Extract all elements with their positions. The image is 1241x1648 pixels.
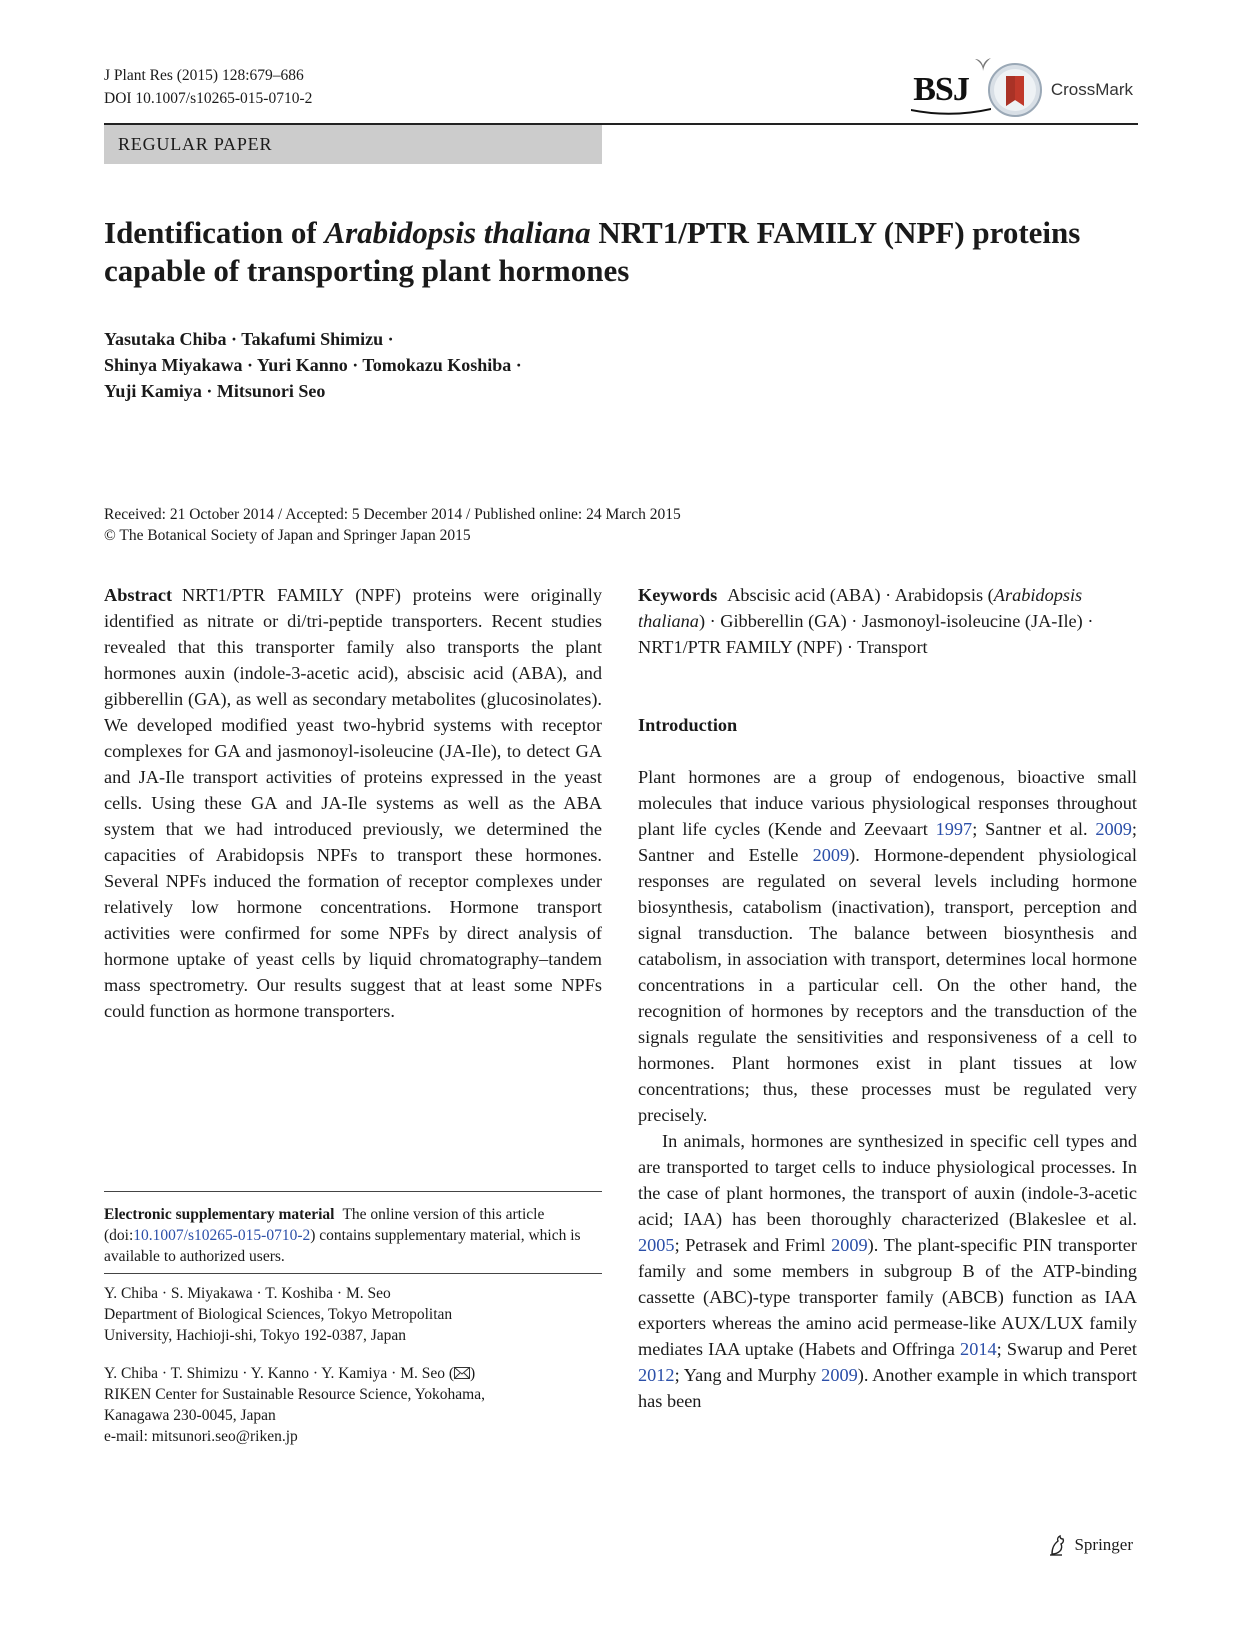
- authors-line-2: Shinya Miyakawa · Yuri Kanno · Tomokazu Koshiba ·: [104, 355, 522, 375]
- author-list: [104, 326, 522, 404]
- citation-link[interactable]: 1997: [935, 819, 973, 839]
- received-dates: Received: 21 October 2014 / Accepted: 5 December 2014 / Published online: 24 March 2015: [104, 506, 681, 523]
- intro-p2-f: ). Another example in which transport has been: [638, 1365, 1138, 1411]
- citation-link[interactable]: 2009: [821, 1365, 858, 1385]
- publication-dates: [104, 504, 681, 546]
- intro-p1-b: ; Santner et al.: [972, 819, 1096, 839]
- supplementary-label: Electronic supplementary material: [104, 1206, 335, 1223]
- header-logos: [913, 60, 1133, 120]
- citation-link[interactable]: 2012: [638, 1365, 675, 1385]
- left-column: [104, 582, 602, 1024]
- authors-line-1: Yasutaka Chiba · Takafumi Shimizu ·: [104, 329, 394, 349]
- footnote-rule-top: [104, 1191, 602, 1192]
- abstract-label: Abstract: [104, 585, 173, 605]
- intro-p2-a: In animals, hormones are synthesized in specific cell types and are transported to target cells to induce physiological processes. In the case of plant hormones, the transport of auxin (indole-3-acetic acid; IAA) has been thoroughly characterized (Blakeslee et al.: [638, 1131, 1137, 1229]
- keywords-label: Keywords: [638, 585, 718, 605]
- section-label: REGULAR PAPER: [104, 125, 602, 164]
- abstract: [104, 582, 602, 1024]
- affiliation-2-names: Y. Chiba · T. Shimizu · Y. Kanno · Y. Kamiya · M. Seo (: [104, 1365, 455, 1382]
- citation-link[interactable]: 2005: [638, 1235, 675, 1255]
- leaf-icon: [975, 57, 991, 71]
- authors-line-3: Yuji Kamiya · Mitsunori Seo: [104, 381, 326, 401]
- intro-p2-e: ; Yang and Murphy: [674, 1365, 822, 1385]
- title-italic: Arabidopsis thaliana: [324, 215, 591, 250]
- paper-title: [104, 214, 1138, 290]
- affiliation-1-line-1: Department of Biological Sciences, Tokyo Metropolitan: [104, 1306, 453, 1323]
- springer-horse-icon: [1048, 1534, 1068, 1556]
- journal-doi: DOI 10.1007/s10265-015-0710-2: [104, 90, 313, 107]
- affiliation-1: [104, 1283, 602, 1346]
- intro-paragraph-1: [638, 764, 1137, 1128]
- affiliation-2-line-1: RIKEN Center for Sustainable Resource Science, Yokohama,: [104, 1386, 485, 1403]
- affiliation-2-names-close: ): [470, 1365, 476, 1382]
- crossmark-icon[interactable]: [987, 62, 1043, 118]
- intro-p2-d: ; Swarup and Peret: [996, 1339, 1137, 1359]
- intro-p2-c: ). The plant-specific PIN transporter family and some members in subgroup B of the ATP-binding cassette (ABC)-type transporter family (ABCB) function as IAA exporters whereas the amino acid permease-like AUX/LUX family mediates IAA uptake (Habets and Offringa: [638, 1235, 1137, 1359]
- crossmark-label[interactable]: CrossMark: [1050, 80, 1133, 99]
- supplementary-note: [104, 1204, 602, 1267]
- intro-paragraph-2: [638, 1128, 1137, 1414]
- corresponding-email[interactable]: e-mail: mitsunori.seo@riken.jp: [104, 1428, 298, 1445]
- publisher-name: Springer: [1074, 1535, 1133, 1554]
- bsj-logo: [913, 71, 969, 109]
- affiliation-2: [104, 1363, 602, 1447]
- footnote-rule-bottom: [104, 1273, 602, 1274]
- title-part1: Identification of: [104, 215, 325, 250]
- affiliation-2-line-2: Kanagawa 230-0045, Japan: [104, 1407, 276, 1424]
- citation-link[interactable]: 2009: [812, 845, 850, 865]
- citation-link[interactable]: 2014: [960, 1339, 997, 1359]
- affiliation-1-names: Y. Chiba · S. Miyakawa · T. Koshiba · M. Seo: [104, 1285, 391, 1302]
- keywords-text-1: Abscisic acid (ABA) · Arabidopsis (: [727, 585, 994, 605]
- envelope-icon: [454, 1367, 470, 1379]
- journal-citation: J Plant Res (2015) 128:679–686: [104, 67, 304, 84]
- intro-p1-d: ). Hormone-dependent physiological responses are regulated on several levels including hormone biosynthesis, catabolism (inactivation), transport, perception and signal transduction. The balance between biosynthesis and catabolism, in association with transport, determines local hormone concentrations in a particular cell. On the other hand, the recognition of hormones by receptors and the transduction of the signals regulate the sensitivities and responsiveness of a cell to hormones. Plant hormones exist in plant tissues at low concentrations; thus, these processes must be regulated very precisely.: [638, 845, 1138, 1125]
- supplementary-text-1: The online version of this article (doi:: [104, 1206, 545, 1244]
- affiliation-1-line-2: University, Hachioji-shi, Tokyo 192-0387, Japan: [104, 1327, 406, 1344]
- intro-p2-b: ; Petrasek and Friml: [674, 1235, 832, 1255]
- intro-p1-a: Plant hormones are a group of endogenous, bioactive small molecules that induce various physiological responses throughout plant life cycles (Kende and Zeevaart: [638, 767, 1137, 839]
- affiliation-2-names-line: [104, 1363, 602, 1384]
- supplementary-doi-link[interactable]: 10.1007/s10265-015-0710-2: [133, 1227, 311, 1244]
- keywords: [638, 582, 1137, 660]
- introduction-heading: Introduction: [638, 715, 738, 735]
- copyright: © The Botanical Society of Japan and Springer Japan 2015: [104, 527, 471, 544]
- supplementary-text-2: ) contains supplementary material, which is available to authorized users.: [104, 1227, 581, 1265]
- citation-link[interactable]: 2009: [831, 1235, 868, 1255]
- right-column: [638, 582, 1137, 1414]
- citation-link[interactable]: 2009: [1095, 819, 1132, 839]
- intro-p1-c: ; Santner and Estelle: [638, 819, 1137, 865]
- publisher-mark: [1048, 1534, 1133, 1556]
- title-part2: NRT1/PTR FAMILY (NPF) proteins capable of transporting plant hormones: [104, 215, 1081, 288]
- keywords-italic: Arabidopsis thaliana: [638, 585, 1083, 631]
- bsj-logo-text: BSJ: [913, 71, 969, 108]
- keywords-text-2: ) · Gibberellin (GA) · Jasmonoyl-isoleucine (JA-Ile) · NRT1/PTR FAMILY (NPF) · Transport: [638, 611, 1094, 657]
- journal-info: [104, 64, 312, 110]
- abstract-text: NRT1/PTR FAMILY (NPF) proteins were originally identified as nitrate or di/tri-peptide transporters. Recent studies revealed that this transporter family also transports the plant hormones auxin (indole-3-acetic acid), abscisic acid (ABA), and gibberellin (GA), as well as secondary metabolites (glucosinolates). We developed modified yeast two-hybrid systems with receptor complexes for GA and jasmonoyl-isoleucine (JA-Ile), to detect GA and JA-Ile transport activities of proteins expressed in the yeast cells. Using these GA and JA-Ile systems as well as the ABA system that we had introduced previously, we determined the capacities of Arabidopsis NPFs to transport these hormones. Several NPFs induced the formation of receptor complexes under relatively low hormone concentrations. Hormone transport activities were confirmed for some NPFs by direct analysis of hormone uptake of yeast cells by liquid chromatography–tandem mass spectrometry. Our results suggest that at least some NPFs could function as hormone transporters.: [104, 585, 602, 1021]
- swoosh-icon: [911, 107, 991, 115]
